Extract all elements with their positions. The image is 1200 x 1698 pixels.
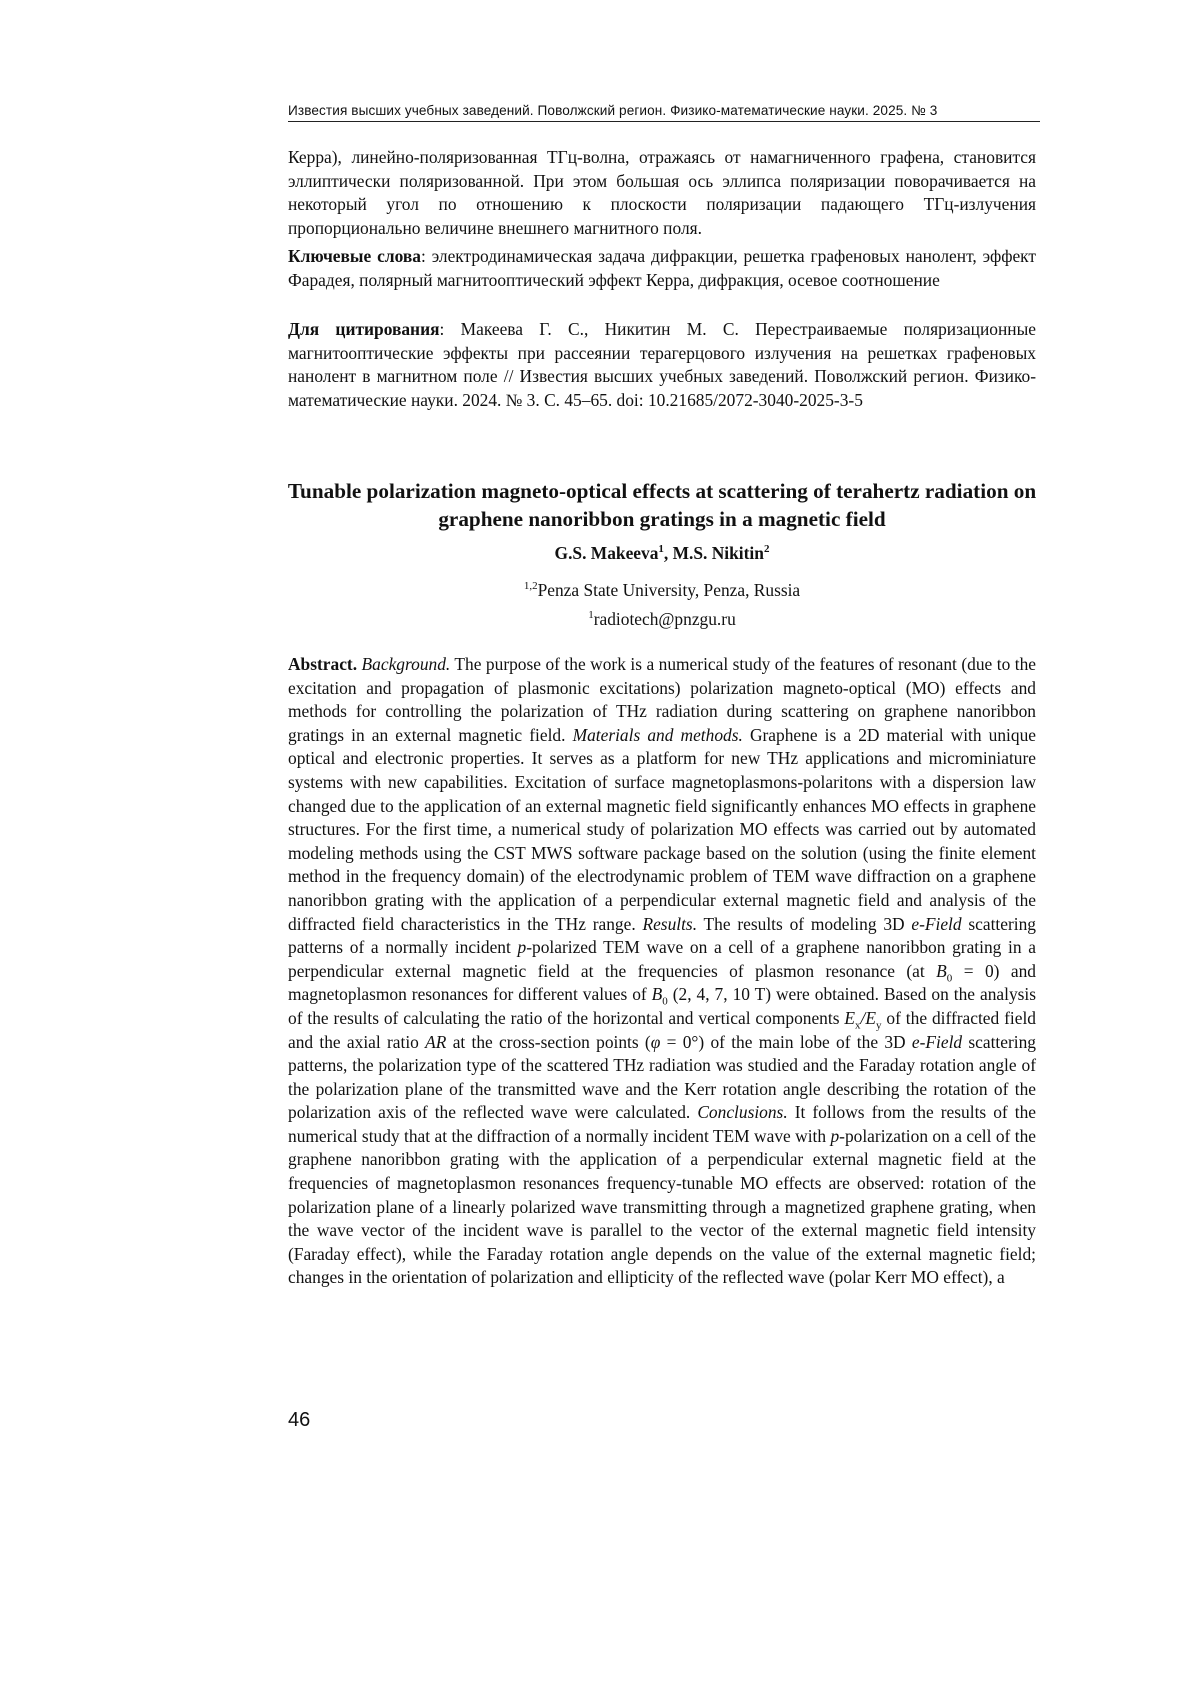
abstract-label: Abstract.	[288, 654, 358, 674]
english-abstract	[288, 653, 1036, 1290]
p-symbol: p	[830, 1125, 840, 1146]
background-text: The purpose of the work is a numerical study of the features of resonant (due to the excitation and propagation of plasmonic excitations) polarization magneto-optical (MO) effects and methods for controlling the polarization of THz radiation during scattering on graphene nanoribbon gratings in an external magnetic field.	[288, 654, 1036, 745]
subscript: 0	[662, 995, 668, 1008]
ar-symbol: AR	[425, 1031, 447, 1052]
results-text: scattering patterns of a normally incident	[288, 913, 1036, 958]
results-text: -polarized TEM wave on a cell of a graphene nanoribbon grating in a perpendicular external magnetic field at the frequencies of plasmon resonance (at	[288, 937, 1036, 981]
e-symbol: E	[844, 1007, 856, 1028]
keywords-text: : электродинамическая задача дифракции, решетка графеновых нанолент, эффект Фарадея, полярный магнитооптический эффект Керра, дифракция, осевое соотношение	[288, 246, 1036, 290]
author-1: G.S. Makeeva	[554, 543, 659, 563]
p-symbol: p	[517, 937, 527, 958]
author-1-sup: 1	[658, 543, 664, 556]
keywords-label: Ключевые слова	[288, 246, 421, 266]
results-text: (2, 4, 7, 10 T) were obtained. Based on the analysis of the results of calculating the ratio of the horizontal and vertical components	[288, 984, 1037, 1028]
running-header: Известия высших учебных заведений. Поволжский регион. Физико-математические науки. 2025. № 3	[288, 103, 1040, 122]
email-text: radiotech@pnzgu.ru	[593, 609, 736, 629]
efield-term: e-Field	[911, 913, 962, 934]
russian-abstract-tail	[288, 146, 1036, 240]
author-2: M.S. Nikitin	[672, 543, 764, 563]
subscript: x	[855, 1019, 861, 1032]
affiliation	[288, 576, 1036, 605]
email	[288, 605, 1036, 634]
citation-text: : Макеева Г. С., Никитин М. С. Перестраиваемые поляризационные магнитооптические эффекты при рассеянии терагерцового излучения на решетках графеновых нанолент в магнитном поле // Известия высших учебных заведений. Поволжский регион. Физико-математические науки. 2024. № 3. С. 45–65. doi: 10.21685/2072-3040-2025-3-5	[288, 319, 1036, 410]
results-text: scattering patterns, the polarization type of the scattered THz radiation was studied and the Faraday rotation angle of the polarization plane of the transmitted wave and the Kerr rotation angle describing the rotation of the polarization axis of the reflected wave were calculated.	[288, 1031, 1036, 1123]
affiliation-sup: 1,2	[523, 580, 538, 593]
citation-label: Для цитирования	[288, 319, 440, 339]
author-separator: ,	[663, 543, 673, 563]
results-text: = 0) and magnetoplasmon resonances for different values of	[288, 960, 1036, 1005]
results-label: Results.	[642, 913, 698, 934]
citation-section	[288, 318, 1036, 412]
authors	[288, 543, 1036, 564]
slash: /	[860, 1007, 866, 1028]
subscript: y	[875, 1019, 882, 1032]
b-symbol: B	[651, 984, 663, 1005]
conclusions-text: -polarization on a cell of the graphene nanoribbon grating with the application of a perpendicular external magnetic field at the frequencies of magnetoplasmon resonances frequency-tunable MO effects are observed: rotation of the polarization plane of a linearly polarized wave transmitting through a magnetized graphene grating, when the wave vector of the incident wave is parallel to the vector of the external magnetic field intensity (Faraday effect), while the Faraday rotation angle depends on the value of the external magnetic field; changes in the orientation of polarization and ellipticity of the reflected wave (polar Kerr MO effect), a	[288, 1125, 1036, 1288]
keywords-section	[288, 245, 1036, 292]
author-2-sup: 2	[763, 543, 770, 556]
phi-symbol: φ	[650, 1031, 661, 1052]
results-text: at the cross-section points (	[446, 1031, 651, 1052]
page-number: 46	[288, 1409, 311, 1431]
background-label: Background.	[361, 654, 451, 674]
results-text: The results of modeling 3D	[697, 913, 912, 934]
e-symbol: E	[865, 1007, 876, 1028]
russian-abstract-text: Керра), линейно-поляризованная ТГц-волна, отражаясь от намагниченного графена, становится эллиптически поляризованной. При этом большая ось эллипса поляризации поворачивается на некоторый угол по отношению к плоскости поляризации падающего ТГц-излучения пропорционально величине внешнего магнитного поля.	[288, 147, 1036, 238]
results-text: = 0°) of the main lobe of the 3D	[660, 1031, 912, 1052]
subscript: 0	[946, 972, 953, 985]
methods-text: Graphene is a 2D material with unique optical and electronic properties. It serves as a platform for new THz applications and microminiature systems with new capabilities. Excitation of surface magnetoplasmons-polaritons with a dispersion law changed due to the application of an external magnetic field significantly enhances MO effects in graphene structures. For the first time, a numerical study of polarization MO effects was carried out by automated modeling methods using the CST MWS software package based on the solution (using the finite element method in the frequency domain) of the electrodynamic problem of TEM wave diffraction on a graphene nanoribbon grating with the application of a perpendicular external magnetic field and analysis of the diffracted field characteristics in the THz range.	[288, 724, 1036, 934]
conclusions-text: It follows from the results of the numerical study that at the diffraction of a normally incident TEM wave with	[288, 1102, 1036, 1146]
affiliation-text: Penza State University, Penza, Russia	[537, 580, 801, 600]
b-symbol: B	[936, 960, 947, 981]
results-text: of the diffracted field and the axial ratio	[288, 1007, 1036, 1052]
english-title: Tunable polarization magneto-optical effects at scattering of terahertz radiation on graphene nanoribbon gratings in a magnetic field	[287, 479, 1037, 531]
efield-term: e-Field	[911, 1031, 963, 1052]
conclusions-label: Conclusions.	[697, 1102, 788, 1123]
email-sup: 1	[588, 609, 594, 622]
affiliation-block	[288, 576, 1036, 634]
methods-label: Materials and methods.	[572, 724, 743, 745]
